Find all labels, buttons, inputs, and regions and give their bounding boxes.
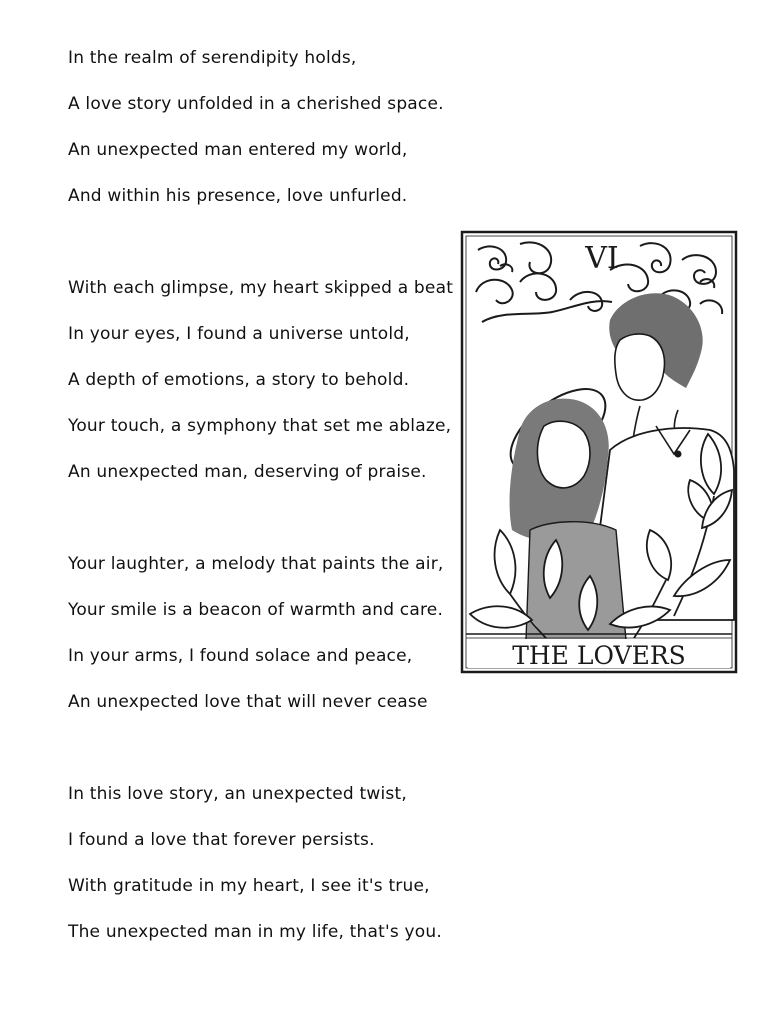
tarot-card-illustration: [460, 230, 738, 674]
card-numeral: VI: [585, 241, 619, 276]
poem-line: With gratitude in my heart, I see it's true,: [68, 876, 430, 896]
poem-line: A love story unfolded in a cherished space.: [68, 94, 444, 114]
poem-line: In the realm of serendipity holds,: [68, 48, 357, 68]
poem-line: A depth of emotions, a story to behold.: [68, 370, 410, 390]
stanza-gap: [68, 734, 758, 780]
card-title: THE LOVERS: [512, 641, 686, 670]
poem-line: The unexpected man in my life, that's you.: [68, 922, 442, 942]
poem-line: An unexpected man entered my world,: [68, 140, 408, 160]
poem-line: Your smile is a beacon of warmth and care.: [68, 600, 444, 620]
poem-line: In your arms, I found solace and peace,: [68, 646, 413, 666]
poem-line: With each glimpse, my heart skipped a beat: [68, 278, 454, 298]
poem-line: An unexpected love that will never cease: [68, 692, 428, 712]
poem-line: I found a love that forever persists.: [68, 830, 375, 850]
poem-line: An unexpected man, deserving of praise.: [68, 462, 427, 482]
tarot-card-svg: [460, 230, 738, 674]
poem-line: Your touch, a symphony that set me ablaze,: [68, 416, 452, 436]
poem-line: And within his presence, love unfurled.: [68, 186, 408, 206]
poem-line: Your laughter, a melody that paints the air,: [68, 554, 444, 574]
poem-line: In your eyes, I found a universe untold,: [68, 324, 410, 344]
poem-line: In this love story, an unexpected twist,: [68, 784, 407, 804]
